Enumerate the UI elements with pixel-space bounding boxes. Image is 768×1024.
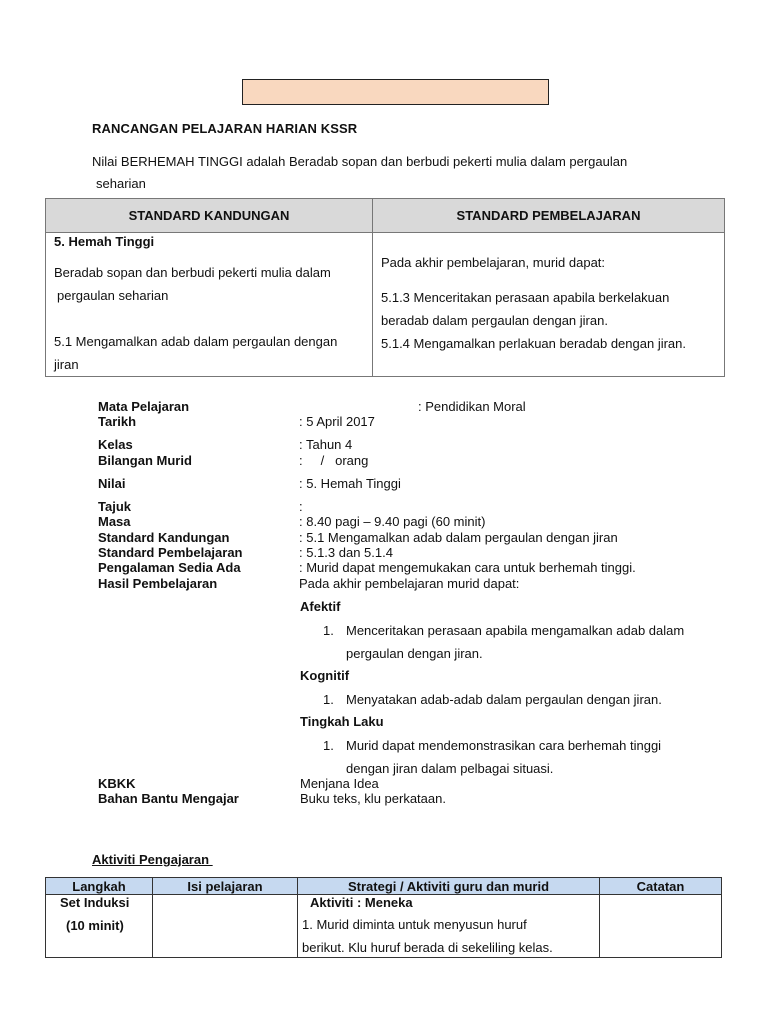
meta-value: : / orang xyxy=(299,453,369,468)
standard-kandungan-line4: jiran xyxy=(54,357,79,372)
nilai-text-continued: seharian xyxy=(96,176,146,191)
langkah-duration: (10 minit) xyxy=(66,918,124,933)
meta-label: Tajuk xyxy=(98,499,131,514)
meta-value: : Murid dapat mengemukakan cara untuk berhemah tinggi. xyxy=(299,560,636,575)
aktiviti-header-langkah: Langkah xyxy=(46,878,153,895)
meta-value: : xyxy=(299,499,303,514)
meta-label: Pengalaman Sedia Ada xyxy=(98,560,241,575)
aktiviti-header-catatan: Catatan xyxy=(600,878,722,895)
standard-kandungan-line1: Beradab sopan dan berbudi pekerti mulia dalam xyxy=(54,265,331,280)
standard-kandungan-header: STANDARD KANDUNGAN xyxy=(46,199,373,233)
document-title-box xyxy=(242,79,549,105)
meta-label: Masa xyxy=(98,514,131,529)
nilai-statement xyxy=(92,151,712,195)
meta-value: : 5. Hemah Tinggi xyxy=(299,476,401,491)
meta-value: : Tahun 4 xyxy=(299,437,353,452)
standard-kandungan-line2: pergaulan seharian xyxy=(57,288,169,303)
meta-value: Menjana Idea xyxy=(300,776,379,791)
meta-value: Buku teks, klu perkataan. xyxy=(300,791,446,806)
strategi-heading: Aktiviti : Meneka xyxy=(310,895,413,910)
standard-pembelajaran-cell xyxy=(373,233,725,377)
standard-pembelajaran-line4: 5.1.4 Mengamalkan perlakuan beradab dengan jiran. xyxy=(381,336,686,351)
list-number: 1. xyxy=(323,738,334,753)
meta-value: Pada akhir pembelajaran murid dapat: xyxy=(299,576,520,591)
standard-pembelajaran-line2: 5.1.3 Menceritakan perasaan apabila berkelakuan xyxy=(381,290,670,305)
aktiviti-header-isi: Isi pelajaran xyxy=(153,878,298,895)
catatan-cell xyxy=(600,895,722,958)
meta-value: : 5 April 2017 xyxy=(299,414,375,429)
aktiviti-header-strategi: Strategi / Aktiviti guru dan murid xyxy=(298,878,600,895)
meta-label: Tarikh xyxy=(98,414,137,429)
meta-value: : Pendidikan Moral xyxy=(418,399,526,414)
kognitif-item-line1: Menyatakan adab-adab dalam pergaulan dengan jiran. xyxy=(346,692,662,707)
tingkah-laku-item-line2: dengan jiran dalam pelbagai situasi. xyxy=(346,761,554,776)
isi-cell xyxy=(153,895,298,958)
langkah-label: Set Induksi xyxy=(60,895,130,910)
list-number: 1. xyxy=(323,692,334,707)
standard-pembelajaran-header: STANDARD PEMBELAJARAN xyxy=(373,199,725,233)
strategi-cell xyxy=(298,895,600,958)
langkah-cell xyxy=(46,895,153,958)
meta-label: Standard Pembelajaran xyxy=(98,545,243,560)
kognitif-heading: Kognitif xyxy=(300,668,350,683)
kognitif-list xyxy=(323,688,723,711)
afektif-list xyxy=(323,619,723,665)
meta-label: Mata Pelajaran xyxy=(98,399,190,414)
aktiviti-title: Aktiviti Pengajaran xyxy=(92,852,213,867)
meta-value: : 5.1.3 dan 5.1.4 xyxy=(299,545,393,560)
meta-value: : 5.1 Mengamalkan adab dalam pergaulan dengan jiran xyxy=(299,530,618,545)
standard-kandungan-title: 5. Hemah Tinggi xyxy=(54,234,155,249)
afektif-item-line1: Menceritakan perasaan apabila mengamalkan adab dalam xyxy=(346,623,685,638)
meta-label: Hasil Pembelajaran xyxy=(98,576,218,591)
list-number: 1. xyxy=(323,623,334,638)
meta-label: Standard Kandungan xyxy=(98,530,230,545)
meta-label: Bilangan Murid xyxy=(98,453,192,468)
tingkah-laku-heading: Tingkah Laku xyxy=(300,714,384,729)
meta-label: KBKK xyxy=(98,776,136,791)
meta-label: Bahan Bantu Mengajar xyxy=(98,791,239,806)
standard-kandungan-cell xyxy=(46,233,373,377)
afektif-heading: Afektif xyxy=(300,599,341,614)
tingkah-laku-item-line1: Murid dapat mendemonstrasikan cara berhemah tinggi xyxy=(346,738,662,753)
meta-label: Nilai xyxy=(98,476,126,491)
strategi-line2: berikut. Klu huruf berada di sekeliling kelas. xyxy=(302,940,553,955)
tingkah-laku-list xyxy=(323,734,723,780)
table-row xyxy=(46,895,722,958)
meta-value: : 8.40 pagi – 9.40 pagi (60 minit) xyxy=(299,514,486,529)
standard-pembelajaran-line3: beradab dalam pergaulan dengan jiran. xyxy=(381,313,608,328)
afektif-item-line2: pergaulan dengan jiran. xyxy=(346,646,483,661)
nilai-text: Nilai BERHEMAH TINGGI adalah Beradab sopan dan berbudi pekerti mulia dalam pergaulan xyxy=(92,154,628,169)
strategi-line1: 1. Murid diminta untuk menyusun huruf xyxy=(302,917,527,932)
standard-kandungan-line3: 5.1 Mengamalkan adab dalam pergaulan dengan xyxy=(54,334,338,349)
standard-table xyxy=(45,198,725,377)
document-heading: RANCANGAN PELAJARAN HARIAN KSSR xyxy=(92,121,358,136)
aktiviti-table xyxy=(45,877,722,958)
standard-pembelajaran-line1: Pada akhir pembelajaran, murid dapat: xyxy=(381,255,606,270)
meta-label: Kelas xyxy=(98,437,133,452)
